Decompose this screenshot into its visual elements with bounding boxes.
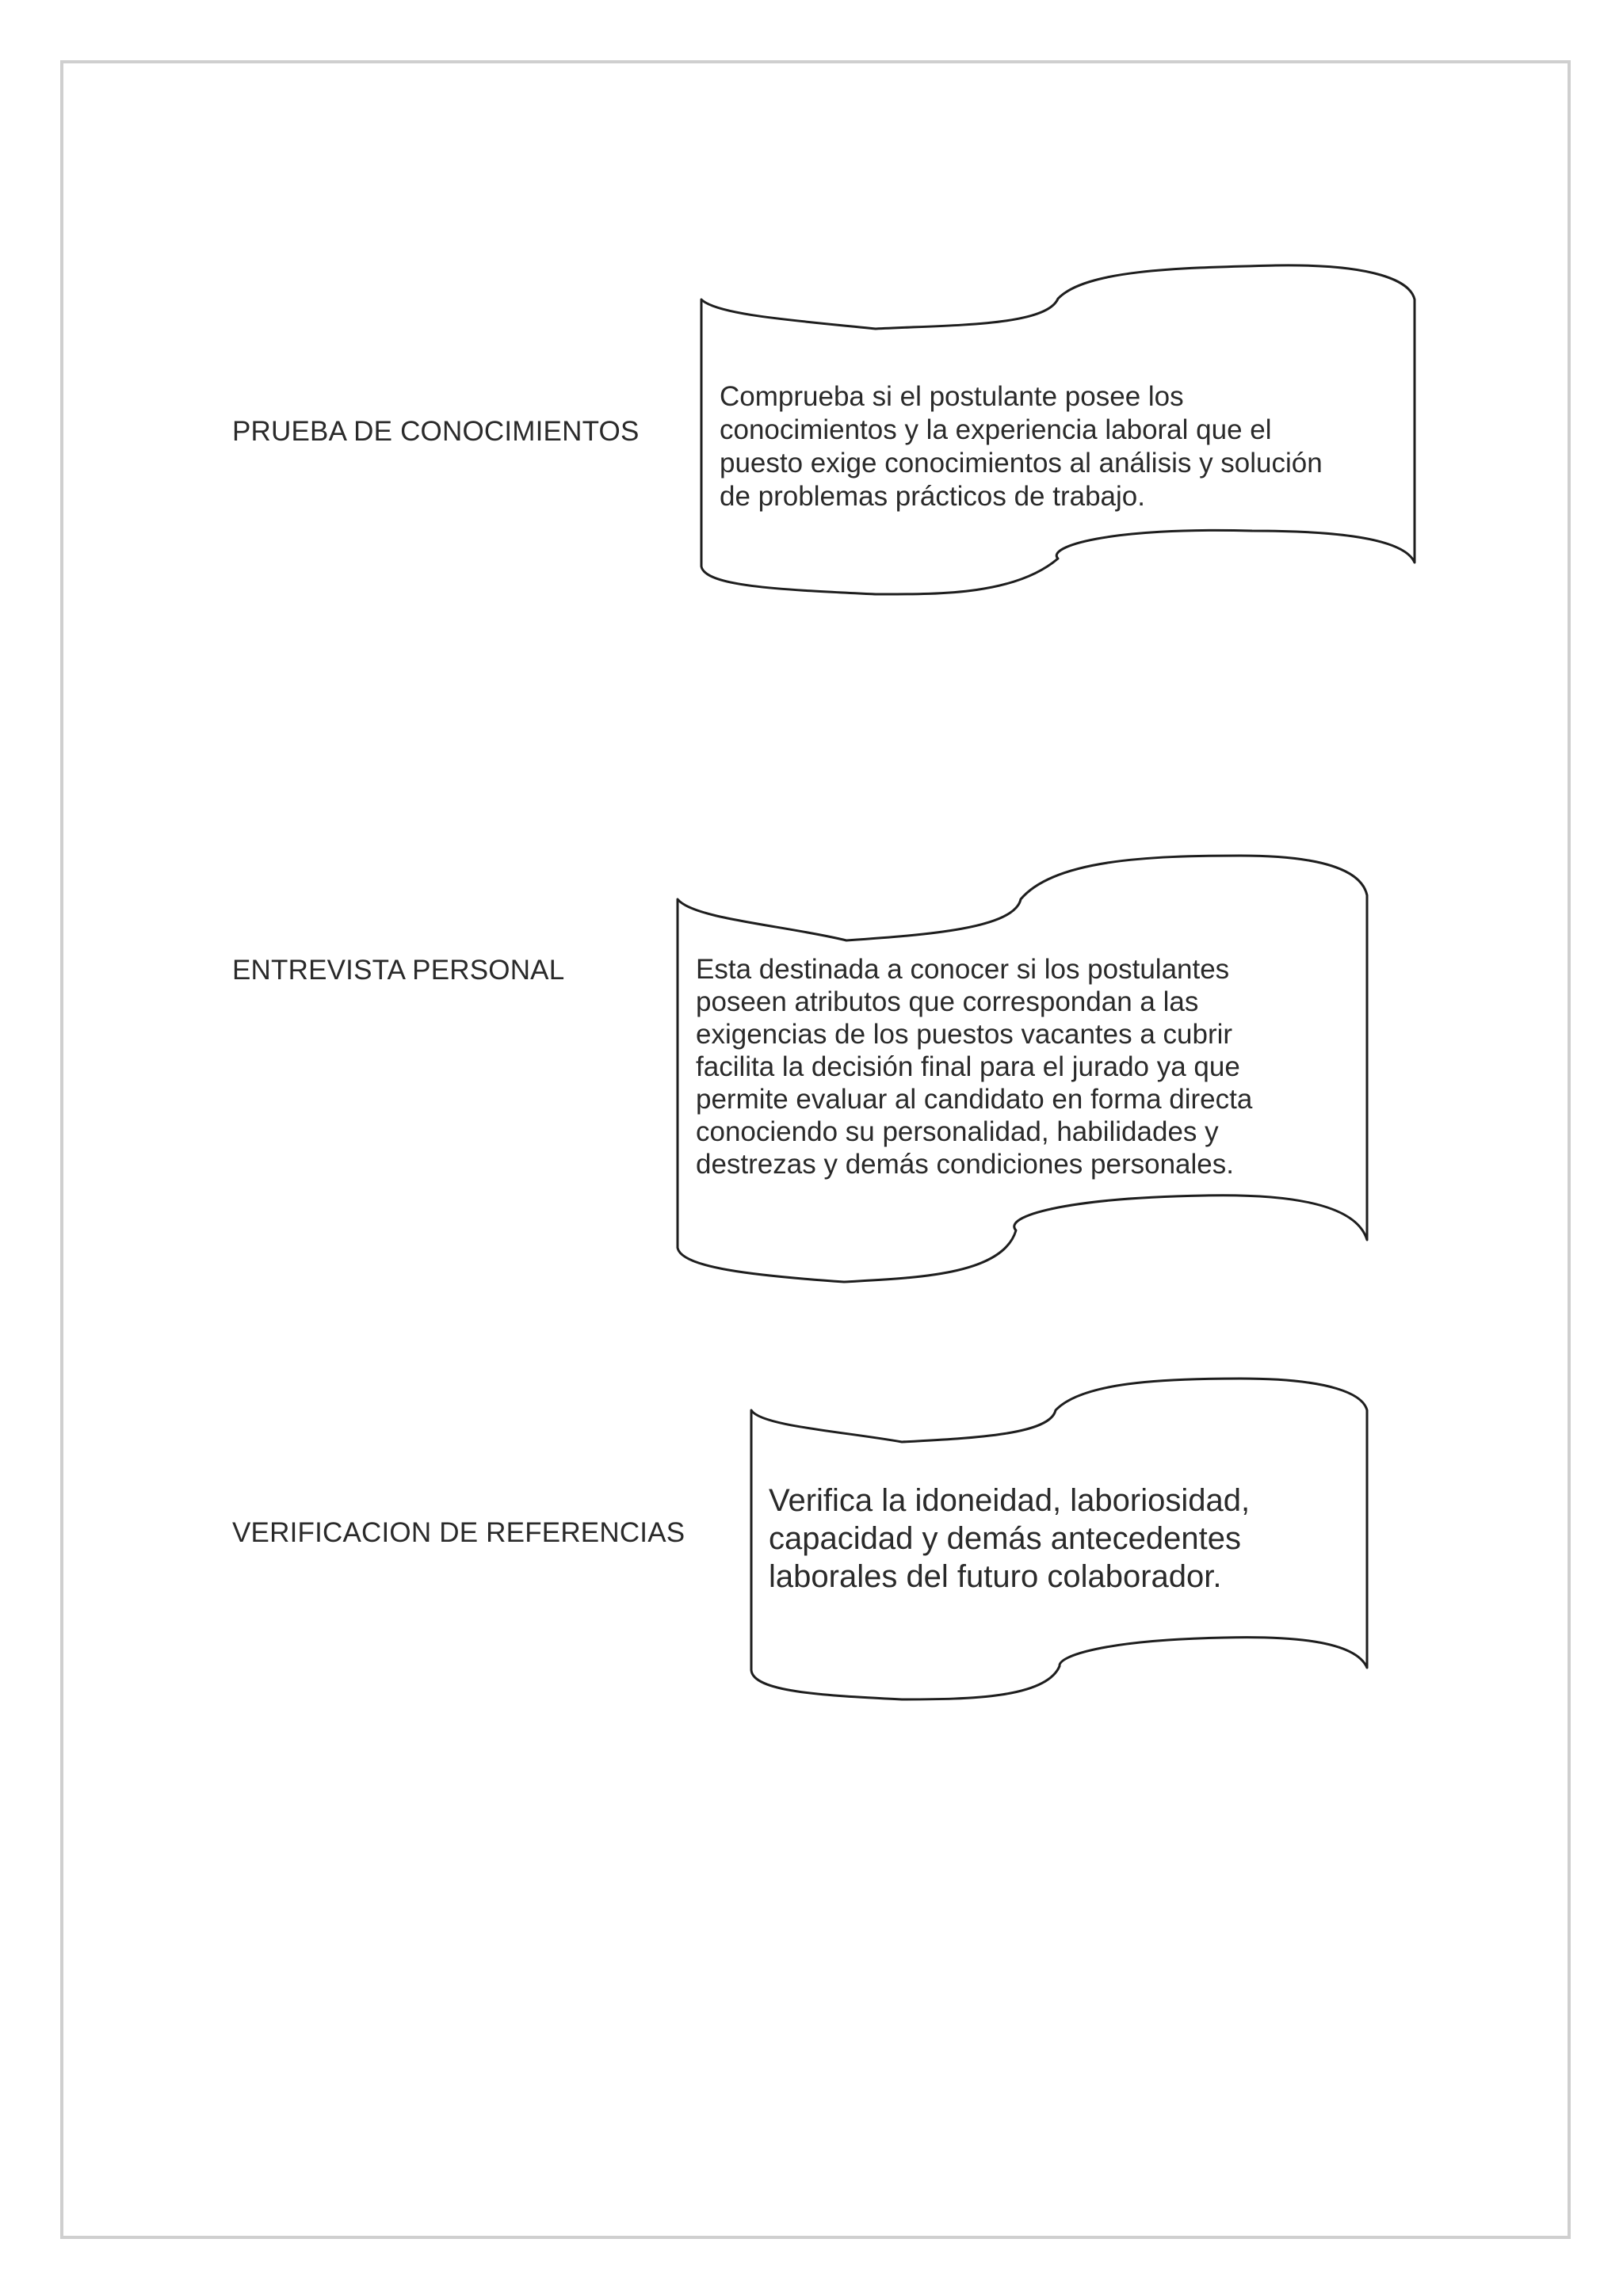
description-prueba-de-conocimientos: Comprueba si el postulante posee los conocimientos y la experiencia laboral que el puesto exige conocimientos al análisis y solución de problemas prácticos de trabajo. — [720, 381, 1323, 512]
description-verificacion-de-referencias: Verifica la idoneidad, laboriosidad, capacidad y demás antecedentes laborales del futuro colaborador. — [769, 1483, 1251, 1594]
label-prueba-de-conocimientos: PRUEBA DE CONOCIMIENTOS — [232, 416, 640, 447]
label-entrevista-personal: ENTREVISTA PERSONAL — [232, 955, 565, 986]
wave-banner-entrevista — [674, 852, 1371, 1287]
wave-banner-prueba — [697, 261, 1419, 598]
label-verificacion-de-referencias: VERIFICACION DE REFERENCIAS — [232, 1517, 685, 1548]
wave-banner-verificacion — [749, 1375, 1371, 1703]
description-entrevista-personal: Esta destinada a conocer si los postulantes poseen atributos que correspondan a las exigencias de los puestos vacantes a cubrir facilita la decisión final para el jurado ya que permite evaluar al candidato en forma directa conociendo su personalidad, habilidades y destrezas y demás condiciones personales. — [696, 954, 1253, 1180]
